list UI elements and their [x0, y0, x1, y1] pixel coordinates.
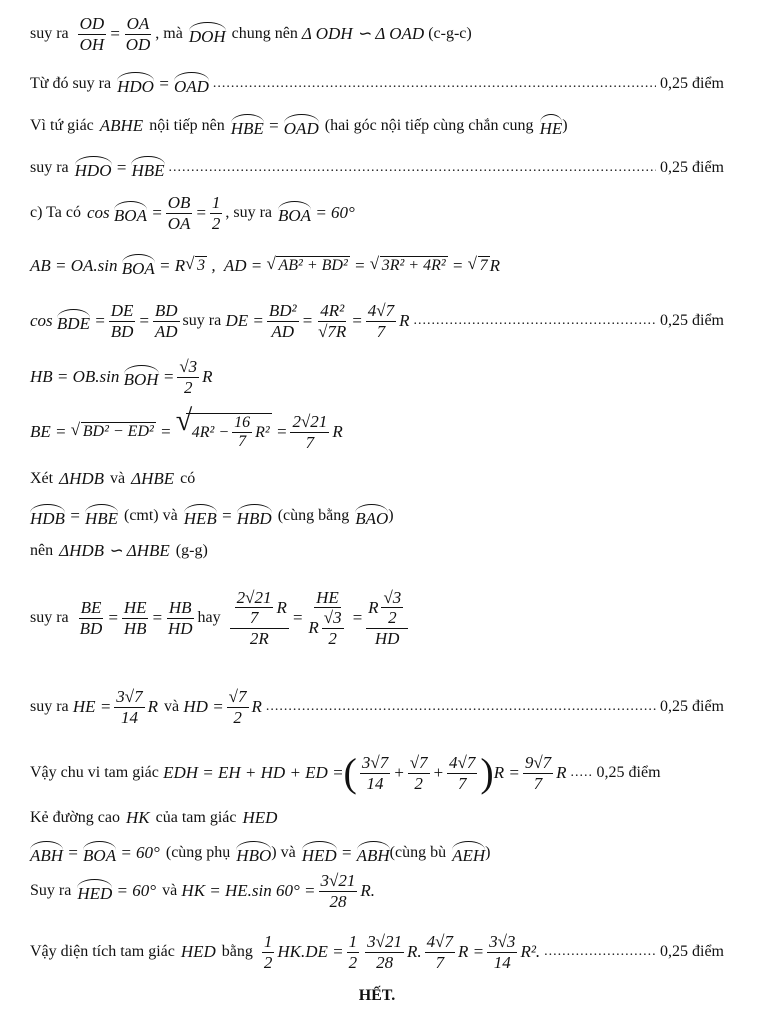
dot-leader	[571, 765, 593, 781]
text-xet: Xét	[30, 470, 54, 487]
line-8: HB = OB.sin BOH = $\frac{√3}{2}$ R	[30, 356, 213, 397]
line-5: c) Ta có cos BOA = $\frac{OB}{OA}$ = $\frac{1}{2}$ , suy ra BOA = 60°	[30, 192, 355, 233]
score-label: 0,25 điểm	[660, 698, 724, 715]
segment-hk: HK	[126, 808, 150, 827]
score-label: 0,25 điểm	[660, 75, 724, 92]
text-dien-tich: Vậy diện tích tam giác	[30, 943, 175, 960]
fraction: $\frac{1}{2}$	[348, 931, 358, 972]
angle-hdo: HDO	[75, 156, 112, 181]
line-15: Vậy chu vi tam giác EDH = EH + HD + ED = ( $\frac{3√7}{14}$ + $\frac{√7}{2}$ + $\frac{4√7}{7}$ ) R = $\frac{9√7}{7}$ R ..... 0,25 điểm	[30, 746, 724, 800]
line-18: Suy ra HED = 60° và HK = HE.sin 60° = $\frac{3√21}{28}$ R.	[30, 870, 376, 911]
similar-triangles: Δ ODH ∽ Δ OAD	[301, 24, 425, 43]
angle-aeh: AEH	[452, 841, 485, 866]
angle-abh: ABH	[357, 841, 390, 866]
paren-close: )	[485, 844, 491, 861]
angle-boa: BOA	[83, 841, 116, 866]
sqrt: √ BD² − ED²	[70, 420, 154, 440]
dot-leader	[169, 160, 656, 176]
fraction: $\frac{9√7}{7}$	[524, 752, 552, 793]
fraction: $\frac{BD}{AD}$	[154, 300, 178, 341]
text-va: và	[110, 470, 126, 487]
line-14: suy ra HE = $\frac{3√7}{14}$ R và HD = $\frac{√7}{2}$ R ..... 0,25 điểm	[30, 682, 724, 732]
sqrt: √ 3R² + 4R²	[369, 254, 446, 274]
angle-bao: BAO	[355, 504, 388, 529]
text-cua-tam-giac: của tam giác	[155, 809, 237, 826]
line-17: ABH = BOA = 60° (cùng phụ HBO ) và HED = ABH (cùng bù AEH )	[30, 838, 724, 868]
angle-abh: ABH	[30, 841, 63, 866]
angle-boa: BOA	[278, 201, 311, 226]
line-2: Từ đó suy ra HDO = OAD ..... 0,25 điểm	[30, 70, 724, 98]
fraction: $\frac{4√7}{7}$	[449, 752, 476, 793]
fraction: $\frac{DE}{BD}$	[110, 300, 134, 341]
angle-heb: HEB	[184, 504, 217, 529]
line-13: suy ra $\frac{BE}{BD}$ = $\frac{HE}{HB}$ = $\frac{HB}{HD}$ hay $\frac{2√21}{7}$ R 2R = HE R $\frac{√3}{2}$ = R $\frac{√3}{2}$ HD	[30, 570, 724, 666]
text-suy-ra: suy ra	[30, 25, 69, 42]
angle-hbd: HBD	[237, 504, 272, 529]
fraction: $\frac{BE}{BD}$	[79, 597, 103, 638]
text-tu-do: Từ đó suy ra	[30, 75, 112, 92]
text-nen: nên	[30, 542, 54, 559]
line-16	[30, 806, 724, 830]
triangle-hbe: ΔHBE	[131, 469, 175, 488]
text-cung-bu: (cùng bù	[389, 844, 447, 861]
fraction: $\frac{1}{2}$	[263, 931, 273, 972]
fraction: $\frac{√3}{2}$	[179, 356, 198, 397]
angle-hbo: HBO	[236, 841, 271, 866]
fraction: $\frac{3√21}{28}$	[367, 931, 402, 972]
text-suy-ra: suy ra	[30, 159, 69, 176]
text-cung-phu: (cùng phụ	[165, 844, 231, 861]
angle-oad: OAD	[284, 114, 319, 139]
sqrt: √ 4R² − $\frac{16}{7}$ R²	[175, 403, 270, 450]
fraction: $\frac{3√3}{14}$	[489, 931, 516, 972]
fraction: R $\frac{√3}{2}$ HD	[366, 588, 408, 649]
fraction: HE R $\frac{√3}{2}$	[308, 587, 342, 648]
fraction: $\frac{√7}{2}$	[228, 686, 247, 727]
score-label: 0,25 điểm	[660, 312, 724, 329]
angle-oad: OAD	[174, 72, 209, 97]
text-hai-goc: (hai góc nội tiếp cùng chắn cung	[324, 117, 534, 134]
text-va: và	[162, 882, 178, 899]
fraction: $\frac{3√7}{14}$	[116, 686, 143, 727]
text-gg: (g-g)	[175, 542, 208, 559]
line-9: BE = √ BD² − ED² = √ 4R² − $\frac{16}{7}$ R² = $\frac{2√21}{7}$ R	[30, 403, 343, 452]
angle-hdo: HDO	[117, 72, 154, 97]
line-11: HDB = HBE (cmt) và HEB = HBD (cùng bằng BAO )	[30, 502, 724, 530]
score-label: 0,25 điểm	[660, 943, 724, 960]
fraction: $\frac{3√21}{28}$	[320, 870, 356, 911]
similar-triangles: ΔHDB ∽ ΔHBE	[59, 541, 170, 560]
text-bang: bằng	[221, 943, 253, 960]
angle-boa: BOA	[122, 254, 155, 279]
text-suy-ra: , suy ra	[225, 204, 273, 221]
fraction: $\frac{3√7}{14}$	[361, 752, 389, 793]
dot-leader	[414, 313, 656, 329]
text-cmt-va: (cmt) và	[123, 507, 178, 524]
fraction: $\frac{1}{2}$	[211, 192, 221, 233]
fraction: $\frac{\text{BD²}}{AD}$	[268, 300, 297, 341]
text-suy-ra: suy ra	[30, 609, 69, 626]
angle-boh: BOH	[124, 365, 159, 390]
text-chu-vi: Vậy chu vi tam giác	[30, 764, 159, 781]
line-19: Vậy diện tích tam giác HED bằng $\frac{1}{2}$ HK.DE = $\frac{1}{2}$ $\frac{3√21}{28}$ R. $\frac{4√7}{7}$ R = $\frac{3√3}{14}$ R². ..... 0,25 điểm	[30, 926, 724, 978]
fraction: $\frac{OB}{OA}$	[167, 192, 191, 233]
line-1: suy ra $\frac{OD}{OH}$ = $\frac{OA}{OD}$ , mà DOH chung nên Δ ODH ∽ Δ OAD (c-g-c)	[30, 13, 472, 54]
arc-he: HE	[540, 114, 563, 139]
text-cgc: (c-g-c)	[424, 25, 472, 42]
line-7: cos BDE = $\frac{DE}{BD}$ = $\frac{BD}{AD}$ suy ra DE = $\frac{\text{BD²}}{AD}$ = $\frac{\text{4R²}}{√7R}$ = $\frac{4√7}{7}$ R ..... 0,25 điểm	[30, 296, 724, 346]
text-noi-tiep: nội tiếp nên	[149, 117, 225, 134]
line-3: Vì tứ giác ABHE nội tiếp nên HBE = OAD (hai góc nội tiếp cùng chắn cung HE )	[30, 112, 724, 140]
angle-hbe: HBE	[85, 504, 118, 529]
fraction: $\frac{2√21}{7}$	[292, 411, 328, 452]
angle-hed: HED	[302, 841, 337, 866]
fraction: $\frac{HE}{HB}$	[123, 597, 147, 638]
paren-close: )	[562, 117, 568, 134]
text-vi-tu-giac: Vì tứ giác	[30, 117, 94, 134]
text-ma: , mà	[155, 25, 183, 42]
sqrt: √ 3	[185, 254, 206, 274]
sqrt: √ AB² + BD²	[266, 254, 348, 274]
text-suy-ra: suy ra	[182, 312, 222, 329]
text-va: ) và	[271, 844, 296, 861]
footer-text: HẾT.	[358, 987, 396, 1004]
dot-leader	[544, 944, 656, 960]
fraction: $\frac{2√21}{7}$ R 2R	[230, 588, 289, 649]
fraction: $\frac{HB}{HD}$	[167, 597, 193, 638]
text-suy-ra: Suy ra	[30, 882, 72, 899]
fraction: $\frac{OA}{OD}$	[125, 13, 151, 54]
angle-hbe: HBE	[231, 114, 264, 139]
fraction: $\frac{√7}{2}$	[409, 752, 428, 793]
score-label: 0,25 điểm	[596, 764, 661, 781]
text-hay: hay	[197, 609, 221, 626]
score-label: 0,25 điểm	[660, 159, 724, 176]
fraction: $\frac{4√7}{7}$	[426, 931, 453, 972]
text-co: có	[180, 470, 196, 487]
text-ke-duong-cao: Kẻ đường cao	[30, 809, 120, 826]
angle-hbe: HBE	[131, 156, 164, 181]
dot-leader	[266, 699, 656, 715]
line-12	[30, 538, 724, 564]
line-4: suy ra HDO = HBE ..... 0,25 điểm	[30, 154, 724, 182]
fraction: $\frac{4√7}{7}$	[367, 300, 395, 341]
triangle-hdb: ΔHDB	[59, 469, 105, 488]
text-suy-ra: suy ra	[30, 698, 69, 715]
footer-het	[30, 984, 724, 1008]
line-6: AB = OA.sin BOA = R √ 3 , AD = √ AB² + BD² = √ 3R² + 4R² = √ 7 R	[30, 254, 501, 278]
text-ta-co: c) Ta có	[30, 204, 81, 221]
dot-leader	[213, 76, 656, 92]
triangle-hed: HED	[180, 942, 216, 961]
text-cung-bang: (cùng bằng	[277, 507, 350, 524]
triangle-hed: HED	[242, 808, 278, 827]
sqrt: √ 7	[467, 254, 488, 274]
angle-doh: DOH	[189, 22, 226, 47]
angle-hed: HED	[77, 879, 112, 904]
line-10	[30, 466, 724, 492]
text-chung-nen: chung nên	[231, 25, 302, 42]
paren-close: )	[388, 507, 394, 524]
angle-boa: BOA	[114, 201, 147, 226]
angle-hdb: HDB	[30, 504, 65, 529]
quad-abhe: ABHE	[99, 116, 144, 135]
text-va: và	[164, 698, 180, 715]
fraction: $\frac{\text{4R²}}{√7R}$	[318, 300, 347, 341]
angle-bde: BDE	[57, 309, 90, 334]
fraction: $\frac{OD}{OH}$	[79, 13, 105, 54]
